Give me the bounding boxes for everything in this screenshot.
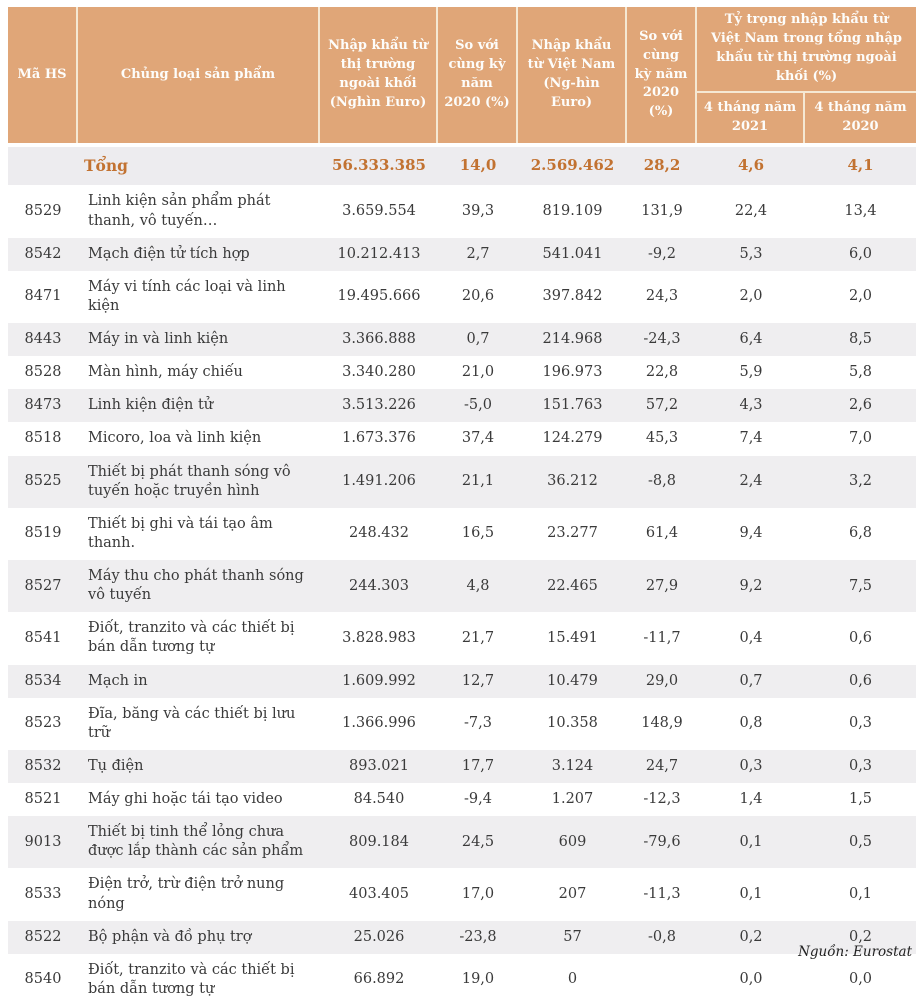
- share-2021-cell: 1,4: [697, 783, 805, 816]
- share-2020-cell: 7,5: [805, 560, 916, 612]
- import-vn-cell: 819.109: [518, 185, 627, 237]
- product-name-cell: Màn hình, máy chiếu: [78, 356, 320, 389]
- share-2021-cell: 0,0: [697, 954, 805, 1006]
- total-import-vn-cell: 2.569.462: [518, 143, 627, 185]
- share-2020-cell: 0,6: [805, 665, 916, 698]
- total-yoy-vn-cell: 28,2: [627, 143, 697, 185]
- import-vn-cell: 609: [518, 816, 627, 868]
- product-name-cell: Mạch in: [78, 665, 320, 698]
- import-extra-cell: 893.021: [320, 750, 438, 783]
- product-name-cell: Bộ phận và đồ phụ trợ: [78, 921, 320, 954]
- import-extra-cell: 84.540: [320, 783, 438, 816]
- document-page: [0, 7, 919, 997]
- yoy-extra-cell: 19,0: [438, 954, 518, 1006]
- table-row: [8, 508, 916, 560]
- col-header-share-2021: 4 tháng năm 2021: [697, 93, 805, 143]
- yoy-vn-cell: [627, 954, 697, 1006]
- share-2021-cell: 0,1: [697, 816, 805, 868]
- hs-code-cell: 8471: [8, 271, 78, 323]
- product-name-cell: Linh kiện sản phẩm phát thanh, vô tuyến…: [78, 185, 320, 237]
- table-header: [8, 7, 916, 143]
- import-extra-cell: 3.513.226: [320, 389, 438, 422]
- hs-code-cell: 8443: [8, 323, 78, 356]
- total-label-cell: Tổng: [78, 143, 320, 185]
- col-header-yoy-vn: So với cùng kỳ năm 2020 (%): [627, 7, 697, 143]
- col-header-share-group: Tỷ trọng nhập khẩu từ Việt Nam trong tổng nhập khẩu từ thị trường ngoài khối (%): [697, 7, 916, 93]
- share-2020-cell: 7,0: [805, 422, 916, 455]
- share-2021-cell: 0,4: [697, 612, 805, 664]
- table-row: [8, 323, 916, 356]
- yoy-vn-cell: 27,9: [627, 560, 697, 612]
- product-name-cell: Máy thu cho phát thanh sóng vô tuyến: [78, 560, 320, 612]
- table-row: [8, 698, 916, 750]
- import-statistics-table: [8, 7, 916, 1006]
- product-name-cell: Thiết bị phát thanh sóng vô tuyến hoặc truyền hình: [78, 456, 320, 508]
- yoy-vn-cell: 131,9: [627, 185, 697, 237]
- import-extra-cell: 3.366.888: [320, 323, 438, 356]
- yoy-extra-cell: 20,6: [438, 271, 518, 323]
- import-extra-cell: 403.405: [320, 868, 438, 920]
- yoy-vn-cell: 22,8: [627, 356, 697, 389]
- import-extra-cell: 244.303: [320, 560, 438, 612]
- table-row: [8, 954, 916, 1006]
- table-row: [8, 750, 916, 783]
- table-row: [8, 271, 916, 323]
- import-vn-cell: 10.479: [518, 665, 627, 698]
- yoy-extra-cell: -5,0: [438, 389, 518, 422]
- table-row: [8, 665, 916, 698]
- product-name-cell: Thiết bị ghi và tái tạo âm thanh.: [78, 508, 320, 560]
- import-vn-cell: 1.207: [518, 783, 627, 816]
- share-2020-cell: 8,5: [805, 323, 916, 356]
- share-2020-cell: 3,2: [805, 456, 916, 508]
- import-vn-cell: 36.212: [518, 456, 627, 508]
- product-name-cell: Máy vi tính các loại và linh kiện: [78, 271, 320, 323]
- yoy-vn-cell: -0,8: [627, 921, 697, 954]
- share-2021-cell: 0,3: [697, 750, 805, 783]
- hs-code-cell: 9013: [8, 816, 78, 868]
- total-import-extra-cell: 56.333.385: [320, 143, 438, 185]
- table-row: [8, 783, 916, 816]
- share-2021-cell: 2,0: [697, 271, 805, 323]
- share-2020-cell: 13,4: [805, 185, 916, 237]
- import-vn-cell: 10.358: [518, 698, 627, 750]
- share-2021-cell: 22,4: [697, 185, 805, 237]
- col-header-import-vn: Nhập khẩu từ Việt Nam (Ng-hìn Euro): [518, 7, 627, 143]
- import-vn-cell: 22.465: [518, 560, 627, 612]
- total-share-2021-cell: 4,6: [697, 143, 805, 185]
- share-2021-cell: 0,1: [697, 868, 805, 920]
- yoy-vn-cell: -9,2: [627, 238, 697, 271]
- hs-code-cell: 8523: [8, 698, 78, 750]
- yoy-vn-cell: -12,3: [627, 783, 697, 816]
- import-extra-cell: 3.340.280: [320, 356, 438, 389]
- product-name-cell: Thiết bị tinh thể lỏng chưa được lắp thành các sản phẩm: [78, 816, 320, 868]
- yoy-vn-cell: -24,3: [627, 323, 697, 356]
- col-header-product: Chủng loại sản phẩm: [78, 7, 320, 143]
- hs-code-cell: 8522: [8, 921, 78, 954]
- yoy-vn-cell: 148,9: [627, 698, 697, 750]
- yoy-vn-cell: -79,6: [627, 816, 697, 868]
- yoy-vn-cell: -11,7: [627, 612, 697, 664]
- product-name-cell: Điốt, tranzito và các thiết bị bán dẫn tương tự: [78, 954, 320, 1006]
- yoy-extra-cell: 24,5: [438, 816, 518, 868]
- hs-code-cell: 8540: [8, 954, 78, 1006]
- col-header-yoy-extra: So với cùng kỳ năm 2020 (%): [438, 7, 518, 143]
- hs-code-cell: 8473: [8, 389, 78, 422]
- import-vn-cell: 207: [518, 868, 627, 920]
- yoy-extra-cell: 39,3: [438, 185, 518, 237]
- import-vn-cell: 3.124: [518, 750, 627, 783]
- share-2020-cell: 0,3: [805, 750, 916, 783]
- yoy-extra-cell: -9,4: [438, 783, 518, 816]
- yoy-vn-cell: 24,3: [627, 271, 697, 323]
- share-2020-cell: 0,5: [805, 816, 916, 868]
- hs-code-cell: 8541: [8, 612, 78, 664]
- share-2020-cell: 0,1: [805, 868, 916, 920]
- yoy-extra-cell: -7,3: [438, 698, 518, 750]
- share-2021-cell: 9,2: [697, 560, 805, 612]
- yoy-vn-cell: 24,7: [627, 750, 697, 783]
- import-extra-cell: 1.491.206: [320, 456, 438, 508]
- import-extra-cell: 25.026: [320, 921, 438, 954]
- share-2021-cell: 9,4: [697, 508, 805, 560]
- import-vn-cell: 0: [518, 954, 627, 1006]
- import-extra-cell: 248.432: [320, 508, 438, 560]
- hs-code-cell: 8529: [8, 185, 78, 237]
- yoy-vn-cell: 29,0: [627, 665, 697, 698]
- total-yoy-extra-cell: 14,0: [438, 143, 518, 185]
- col-header-ma-hs: Mã HS: [8, 7, 78, 143]
- product-name-cell: Micoro, loa và linh kiện: [78, 422, 320, 455]
- import-extra-cell: 1.609.992: [320, 665, 438, 698]
- hs-code-cell: 8542: [8, 238, 78, 271]
- yoy-vn-cell: -8,8: [627, 456, 697, 508]
- share-2021-cell: 4,3: [697, 389, 805, 422]
- import-extra-cell: 1.673.376: [320, 422, 438, 455]
- share-2021-cell: 0,8: [697, 698, 805, 750]
- share-2020-cell: 0,2: [805, 921, 916, 954]
- table-body: [8, 143, 916, 1006]
- yoy-extra-cell: 12,7: [438, 665, 518, 698]
- import-vn-cell: 23.277: [518, 508, 627, 560]
- import-vn-cell: 196.973: [518, 356, 627, 389]
- import-vn-cell: 397.842: [518, 271, 627, 323]
- table-row: [8, 422, 916, 455]
- product-name-cell: Đĩa, băng và các thiết bị lưu trữ: [78, 698, 320, 750]
- product-name-cell: Tụ điện: [78, 750, 320, 783]
- import-extra-cell: 10.212.413: [320, 238, 438, 271]
- yoy-vn-cell: 57,2: [627, 389, 697, 422]
- share-2021-cell: 0,2: [697, 921, 805, 954]
- product-name-cell: Máy ghi hoặc tái tạo video: [78, 783, 320, 816]
- import-extra-cell: 66.892: [320, 954, 438, 1006]
- share-2020-cell: 6,0: [805, 238, 916, 271]
- source-note: Nguồn: Eurostat: [798, 944, 912, 960]
- import-vn-cell: 151.763: [518, 389, 627, 422]
- yoy-vn-cell: -11,3: [627, 868, 697, 920]
- table-row: [8, 456, 916, 508]
- yoy-vn-cell: 61,4: [627, 508, 697, 560]
- share-2020-cell: 2,6: [805, 389, 916, 422]
- hs-code-cell: 8521: [8, 783, 78, 816]
- product-name-cell: Điện trở, trừ điện trở nung nóng: [78, 868, 320, 920]
- share-2021-cell: 0,7: [697, 665, 805, 698]
- share-2021-cell: 5,3: [697, 238, 805, 271]
- hs-code-cell: 8525: [8, 456, 78, 508]
- share-2020-cell: 6,8: [805, 508, 916, 560]
- hs-code-cell: 8519: [8, 508, 78, 560]
- yoy-extra-cell: 16,5: [438, 508, 518, 560]
- import-extra-cell: 3.828.983: [320, 612, 438, 664]
- yoy-extra-cell: 2,7: [438, 238, 518, 271]
- product-name-cell: Linh kiện điện tử: [78, 389, 320, 422]
- share-2021-cell: 7,4: [697, 422, 805, 455]
- table-row: [8, 868, 916, 920]
- table-row: [8, 238, 916, 271]
- table-row: [8, 612, 916, 664]
- share-2021-cell: 2,4: [697, 456, 805, 508]
- share-2020-cell: 0,0: [805, 954, 916, 1006]
- table-row: [8, 389, 916, 422]
- product-name-cell: Máy in và linh kiện: [78, 323, 320, 356]
- product-name-cell: Mạch điện tử tích hợp: [78, 238, 320, 271]
- hs-code-cell: 8533: [8, 868, 78, 920]
- table-row: [8, 816, 916, 868]
- yoy-extra-cell: -23,8: [438, 921, 518, 954]
- col-header-share-2020: 4 tháng năm 2020: [805, 93, 916, 143]
- table-row: [8, 185, 916, 237]
- total-share-2020-cell: 4,1: [805, 143, 916, 185]
- table-row: [8, 356, 916, 389]
- yoy-extra-cell: 21,0: [438, 356, 518, 389]
- yoy-extra-cell: 37,4: [438, 422, 518, 455]
- import-extra-cell: 19.495.666: [320, 271, 438, 323]
- product-name-cell: Điốt, tranzito và các thiết bị bán dẫn tương tự: [78, 612, 320, 664]
- hs-code-cell: 8518: [8, 422, 78, 455]
- import-vn-cell: 541.041: [518, 238, 627, 271]
- hs-code-cell: 8527: [8, 560, 78, 612]
- import-extra-cell: 809.184: [320, 816, 438, 868]
- share-2020-cell: 1,5: [805, 783, 916, 816]
- import-vn-cell: 124.279: [518, 422, 627, 455]
- import-vn-cell: 214.968: [518, 323, 627, 356]
- hs-code-cell: 8534: [8, 665, 78, 698]
- share-2020-cell: 2,0: [805, 271, 916, 323]
- table-row: [8, 560, 916, 612]
- yoy-vn-cell: 45,3: [627, 422, 697, 455]
- table-row: [8, 921, 916, 954]
- hs-code-cell: 8528: [8, 356, 78, 389]
- import-extra-cell: 3.659.554: [320, 185, 438, 237]
- share-2020-cell: 0,3: [805, 698, 916, 750]
- yoy-extra-cell: 0,7: [438, 323, 518, 356]
- hs-code-cell: 8532: [8, 750, 78, 783]
- import-vn-cell: 15.491: [518, 612, 627, 664]
- total-code-cell: [8, 143, 78, 185]
- yoy-extra-cell: 21,7: [438, 612, 518, 664]
- import-vn-cell: 57: [518, 921, 627, 954]
- col-header-import-extra: Nhập khẩu từ thị trường ngoài khối (Nghìn Euro): [320, 7, 438, 143]
- import-extra-cell: 1.366.996: [320, 698, 438, 750]
- yoy-extra-cell: 17,0: [438, 868, 518, 920]
- share-2021-cell: 5,9: [697, 356, 805, 389]
- total-row: [8, 143, 916, 185]
- share-2021-cell: 6,4: [697, 323, 805, 356]
- share-2020-cell: 5,8: [805, 356, 916, 389]
- yoy-extra-cell: 4,8: [438, 560, 518, 612]
- share-2020-cell: 0,6: [805, 612, 916, 664]
- yoy-extra-cell: 21,1: [438, 456, 518, 508]
- yoy-extra-cell: 17,7: [438, 750, 518, 783]
